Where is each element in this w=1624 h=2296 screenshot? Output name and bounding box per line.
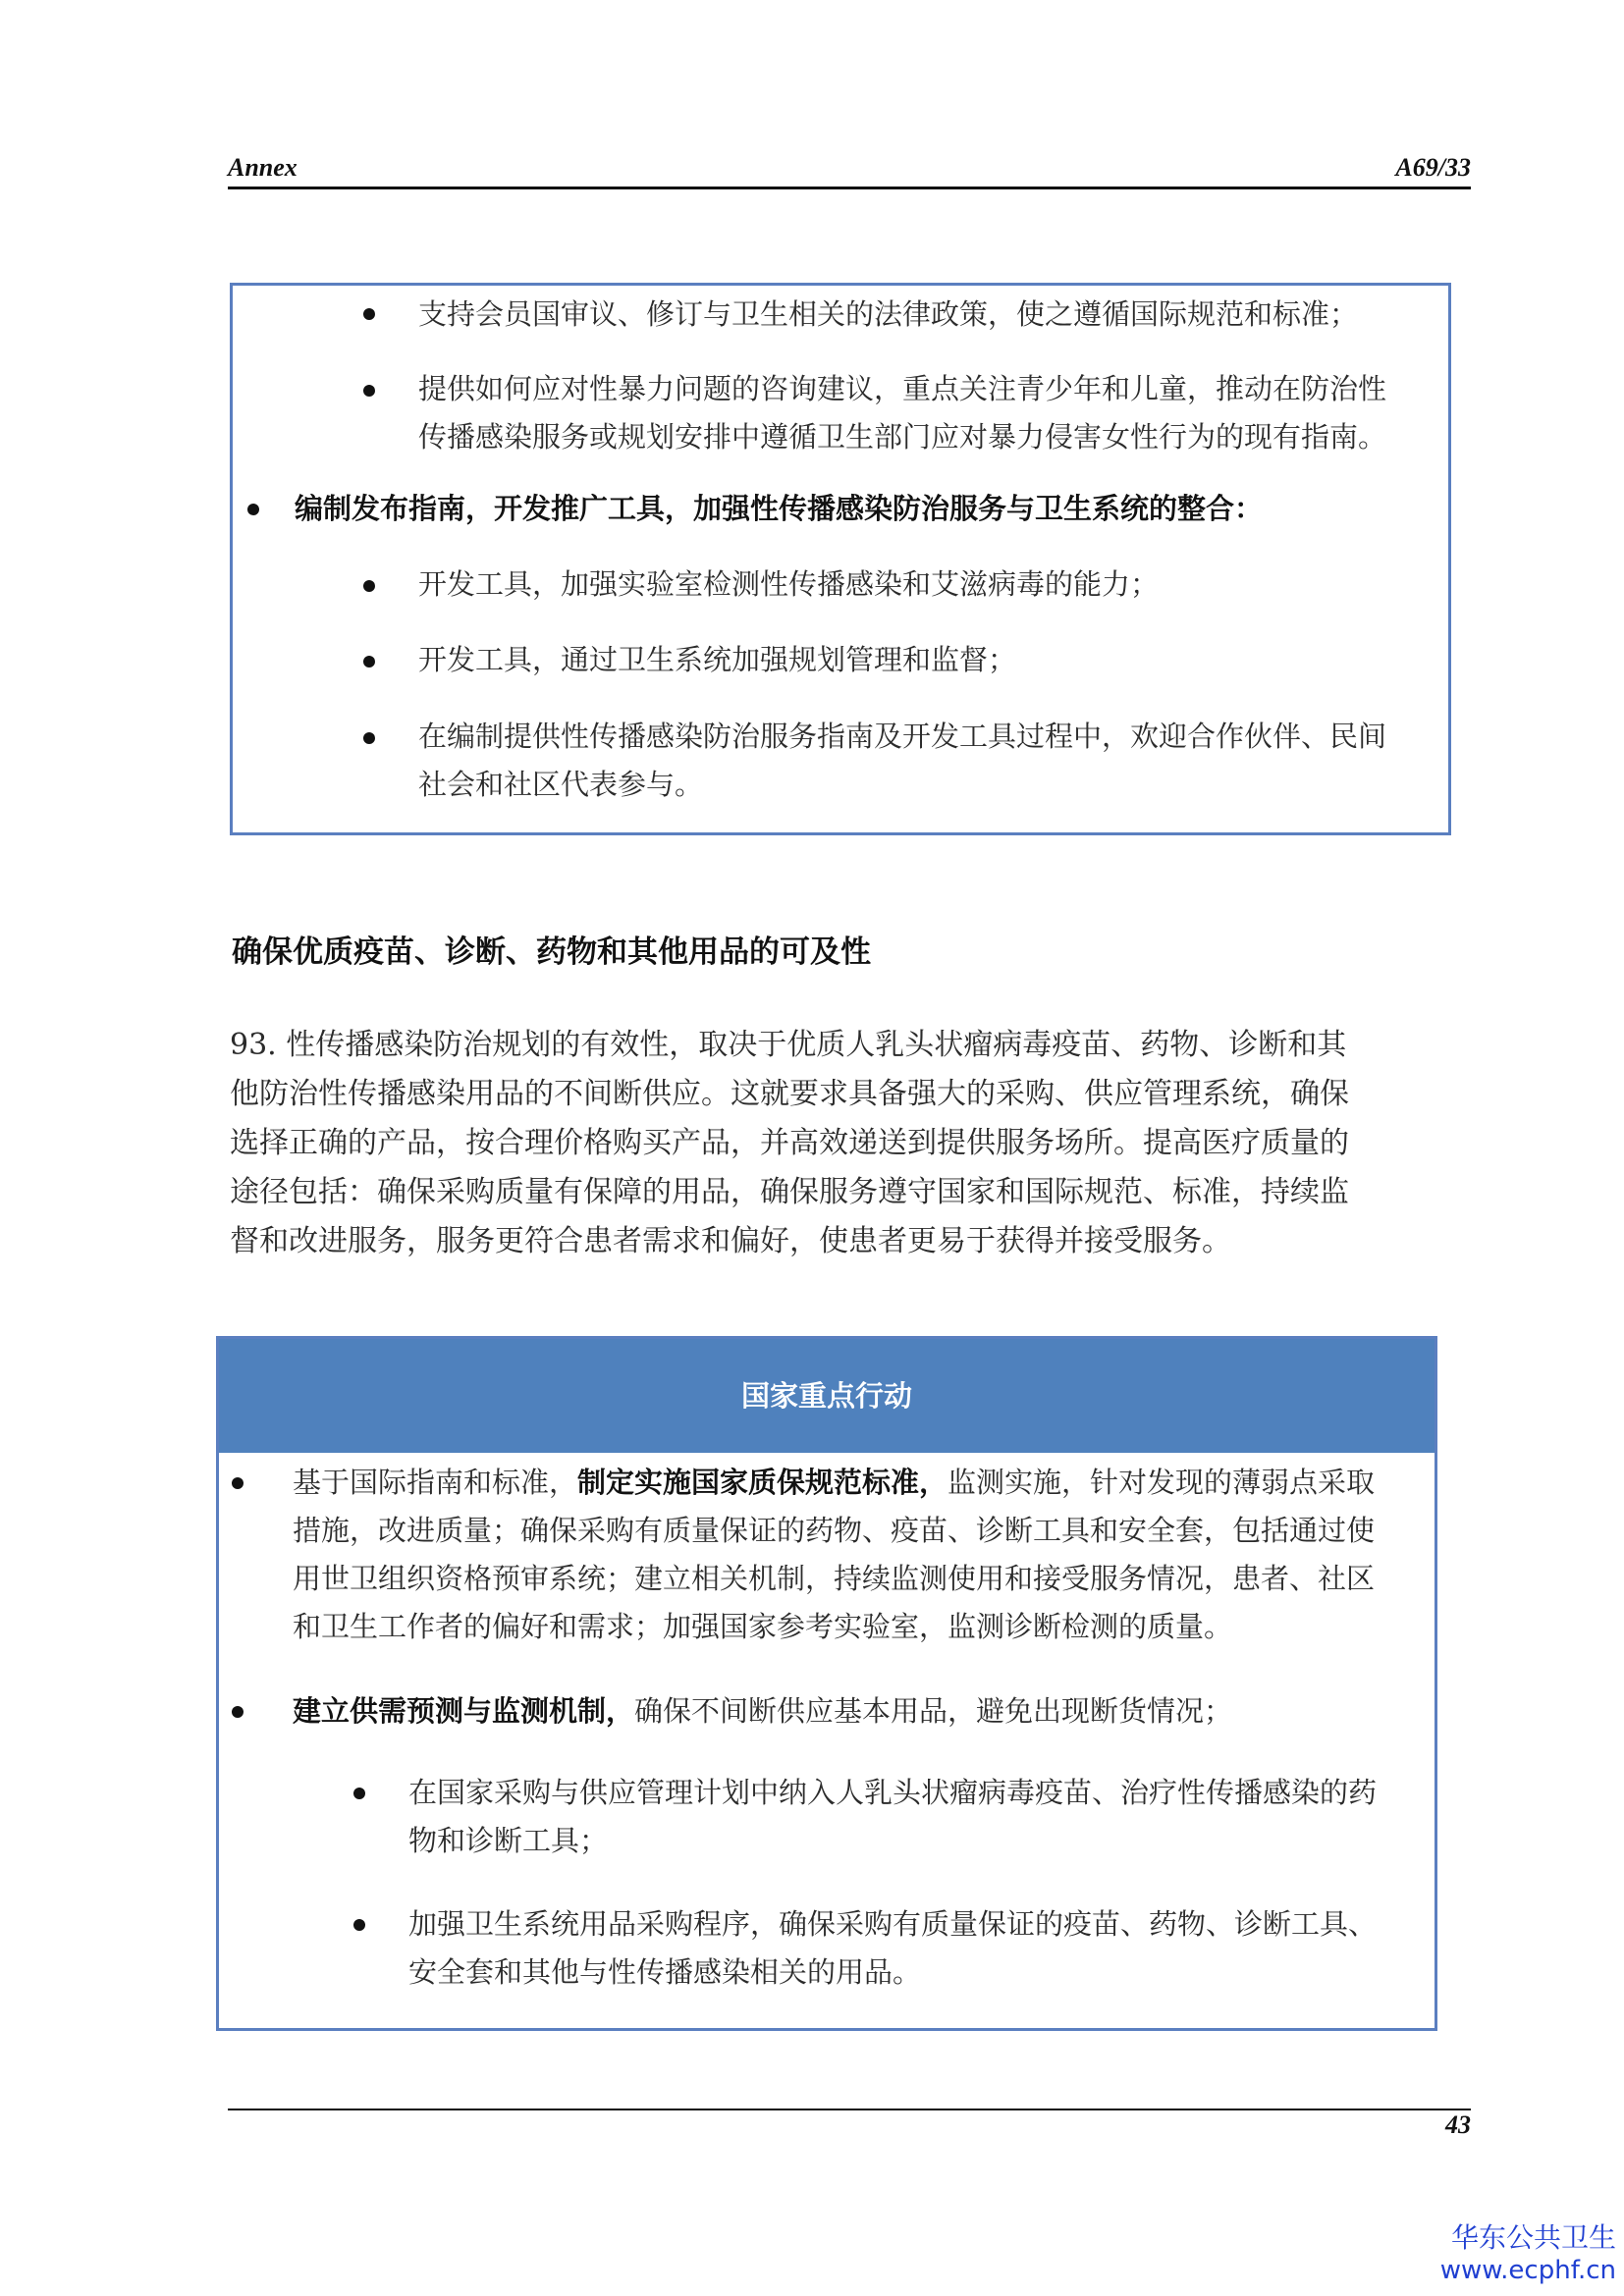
box1-item-2-line-1: 提供如何应对性暴力问题的咨询建议，重点关注青少年和儿童，推动在防治性 (418, 372, 1387, 405)
paragraph-line-5: 督和改进服务，服务更符合患者需求和偏好，使患者更易于获得并接受服务。 (230, 1224, 1231, 1258)
bullet-dot (363, 732, 375, 744)
box2-item-1-post: 监测实施，针对发现的薄弱点采取 (947, 1466, 1376, 1499)
bullet-dot (363, 580, 375, 592)
box2-item-1-line-1 (293, 1459, 1422, 1507)
box2-item-1-bold: 制定实施国家质保规范标准， (577, 1466, 948, 1499)
box1-item-2 (418, 365, 1439, 461)
box2-sub-1 (408, 1769, 1430, 1865)
national-actions-title: 国家重点行动 (219, 1339, 1435, 1453)
box2-item-2-bold: 建立供需预测与监测机制， (293, 1694, 635, 1728)
box2-sub-2 (408, 1900, 1430, 1997)
bullet-dot (363, 308, 375, 320)
bullet-dot (353, 1788, 365, 1799)
box1-item-6 (418, 713, 1439, 809)
box1-item-1: 支持会员国审议、修订与卫生相关的法律政策，使之遵循国际规范和标准； (418, 297, 1359, 331)
section-heading: 确保优质疫苗、诊断、药物和其他用品的可及性 (232, 934, 871, 970)
watermark-url[interactable]: www.ecphf.cn (1439, 2256, 1616, 2285)
header-left: Annex (228, 153, 298, 182)
box1-item-4: 开发工具，加强实验室检测性传播感染和艾滋病毒的能力； (418, 567, 1160, 601)
page-number: 43 (1445, 2110, 1471, 2139)
paragraph-93 (230, 1021, 1471, 1266)
bullet-dot (353, 1919, 365, 1931)
header-right: A69/33 (1395, 153, 1471, 182)
box2-item-1-pre: 基于国际指南和标准， (293, 1466, 578, 1499)
box2-item-1-line-3: 用世卫组织资格预审系统；建立相关机制，持续监测使用和接受服务情况，患者、社区 (293, 1562, 1376, 1595)
paragraph-line-2: 他防治性传播感染用品的不间断供应。这就要求具备强大的采购、供应管理系统，确保 (230, 1077, 1349, 1111)
box1-item-6-line-2: 社会和社区代表参与。 (418, 768, 704, 801)
bullet-dot (232, 1477, 244, 1489)
bullet-dot (363, 385, 375, 397)
paragraph-line-3: 选择正确的产品，按合理价格购买产品，并高效递送到提供服务场所。提高医疗质量的 (230, 1126, 1349, 1160)
box2-item-2-post: 确保不间断供应基本用品，避免出现断货情况； (634, 1694, 1233, 1728)
box2-sub-2-line-1: 加强卫生系统用品采购程序，确保采购有质量保证的疫苗、药物、诊断工具、 (408, 1907, 1378, 1941)
bullet-dot (247, 504, 259, 515)
box1-item-3: 编制发布指南，开发推广工具，加强性传播感染防治服务与卫生系统的整合： (295, 492, 1264, 525)
box2-sub-2-line-2: 安全套和其他与性传播感染相关的用品。 (408, 1955, 922, 1989)
paragraph-line-1: 93. 性传播感染防治规划的有效性，取决于优质人乳头状瘤病毒疫苗、药物、诊断和其 (230, 1028, 1347, 1062)
watermark-name: 华东公共卫生 (1450, 2221, 1616, 2254)
box2-item-2 (293, 1687, 1422, 1735)
box1-item-5: 开发工具，通过卫生系统加强规划管理和监督； (418, 643, 1017, 676)
box1-item-2-line-2: 传播感染服务或规划安排中遵循卫生部门应对暴力侵害女性行为的现有指南。 (418, 420, 1387, 454)
bullet-dot (232, 1706, 244, 1718)
header-rule (228, 187, 1471, 189)
box2-sub-1-line-1: 在国家采购与供应管理计划中纳入人乳头状瘤病毒疫苗、治疗性传播感染的药 (408, 1776, 1378, 1809)
footer-rule (228, 2109, 1471, 2110)
paragraph-line-4: 途径包括：确保采购质量有保障的用品，确保服务遵守国家和国际规范、标准，持续监 (230, 1175, 1349, 1209)
box1-item-6-line-1: 在编制提供性传播感染防治服务指南及开发工具过程中，欢迎合作伙伴、民间 (418, 720, 1387, 753)
box2-item-1 (293, 1459, 1422, 1651)
box2-item-1-line-2: 措施，改进质量；确保采购有质量保证的药物、疫苗、诊断工具和安全套，包括通过使 (293, 1514, 1376, 1547)
box2-sub-1-line-2: 物和诊断工具； (408, 1824, 609, 1857)
box2-item-1-line-4: 和卫生工作者的偏好和需求；加强国家参考实验室，监测诊断检测的质量。 (293, 1610, 1233, 1643)
bullet-dot (363, 656, 375, 667)
